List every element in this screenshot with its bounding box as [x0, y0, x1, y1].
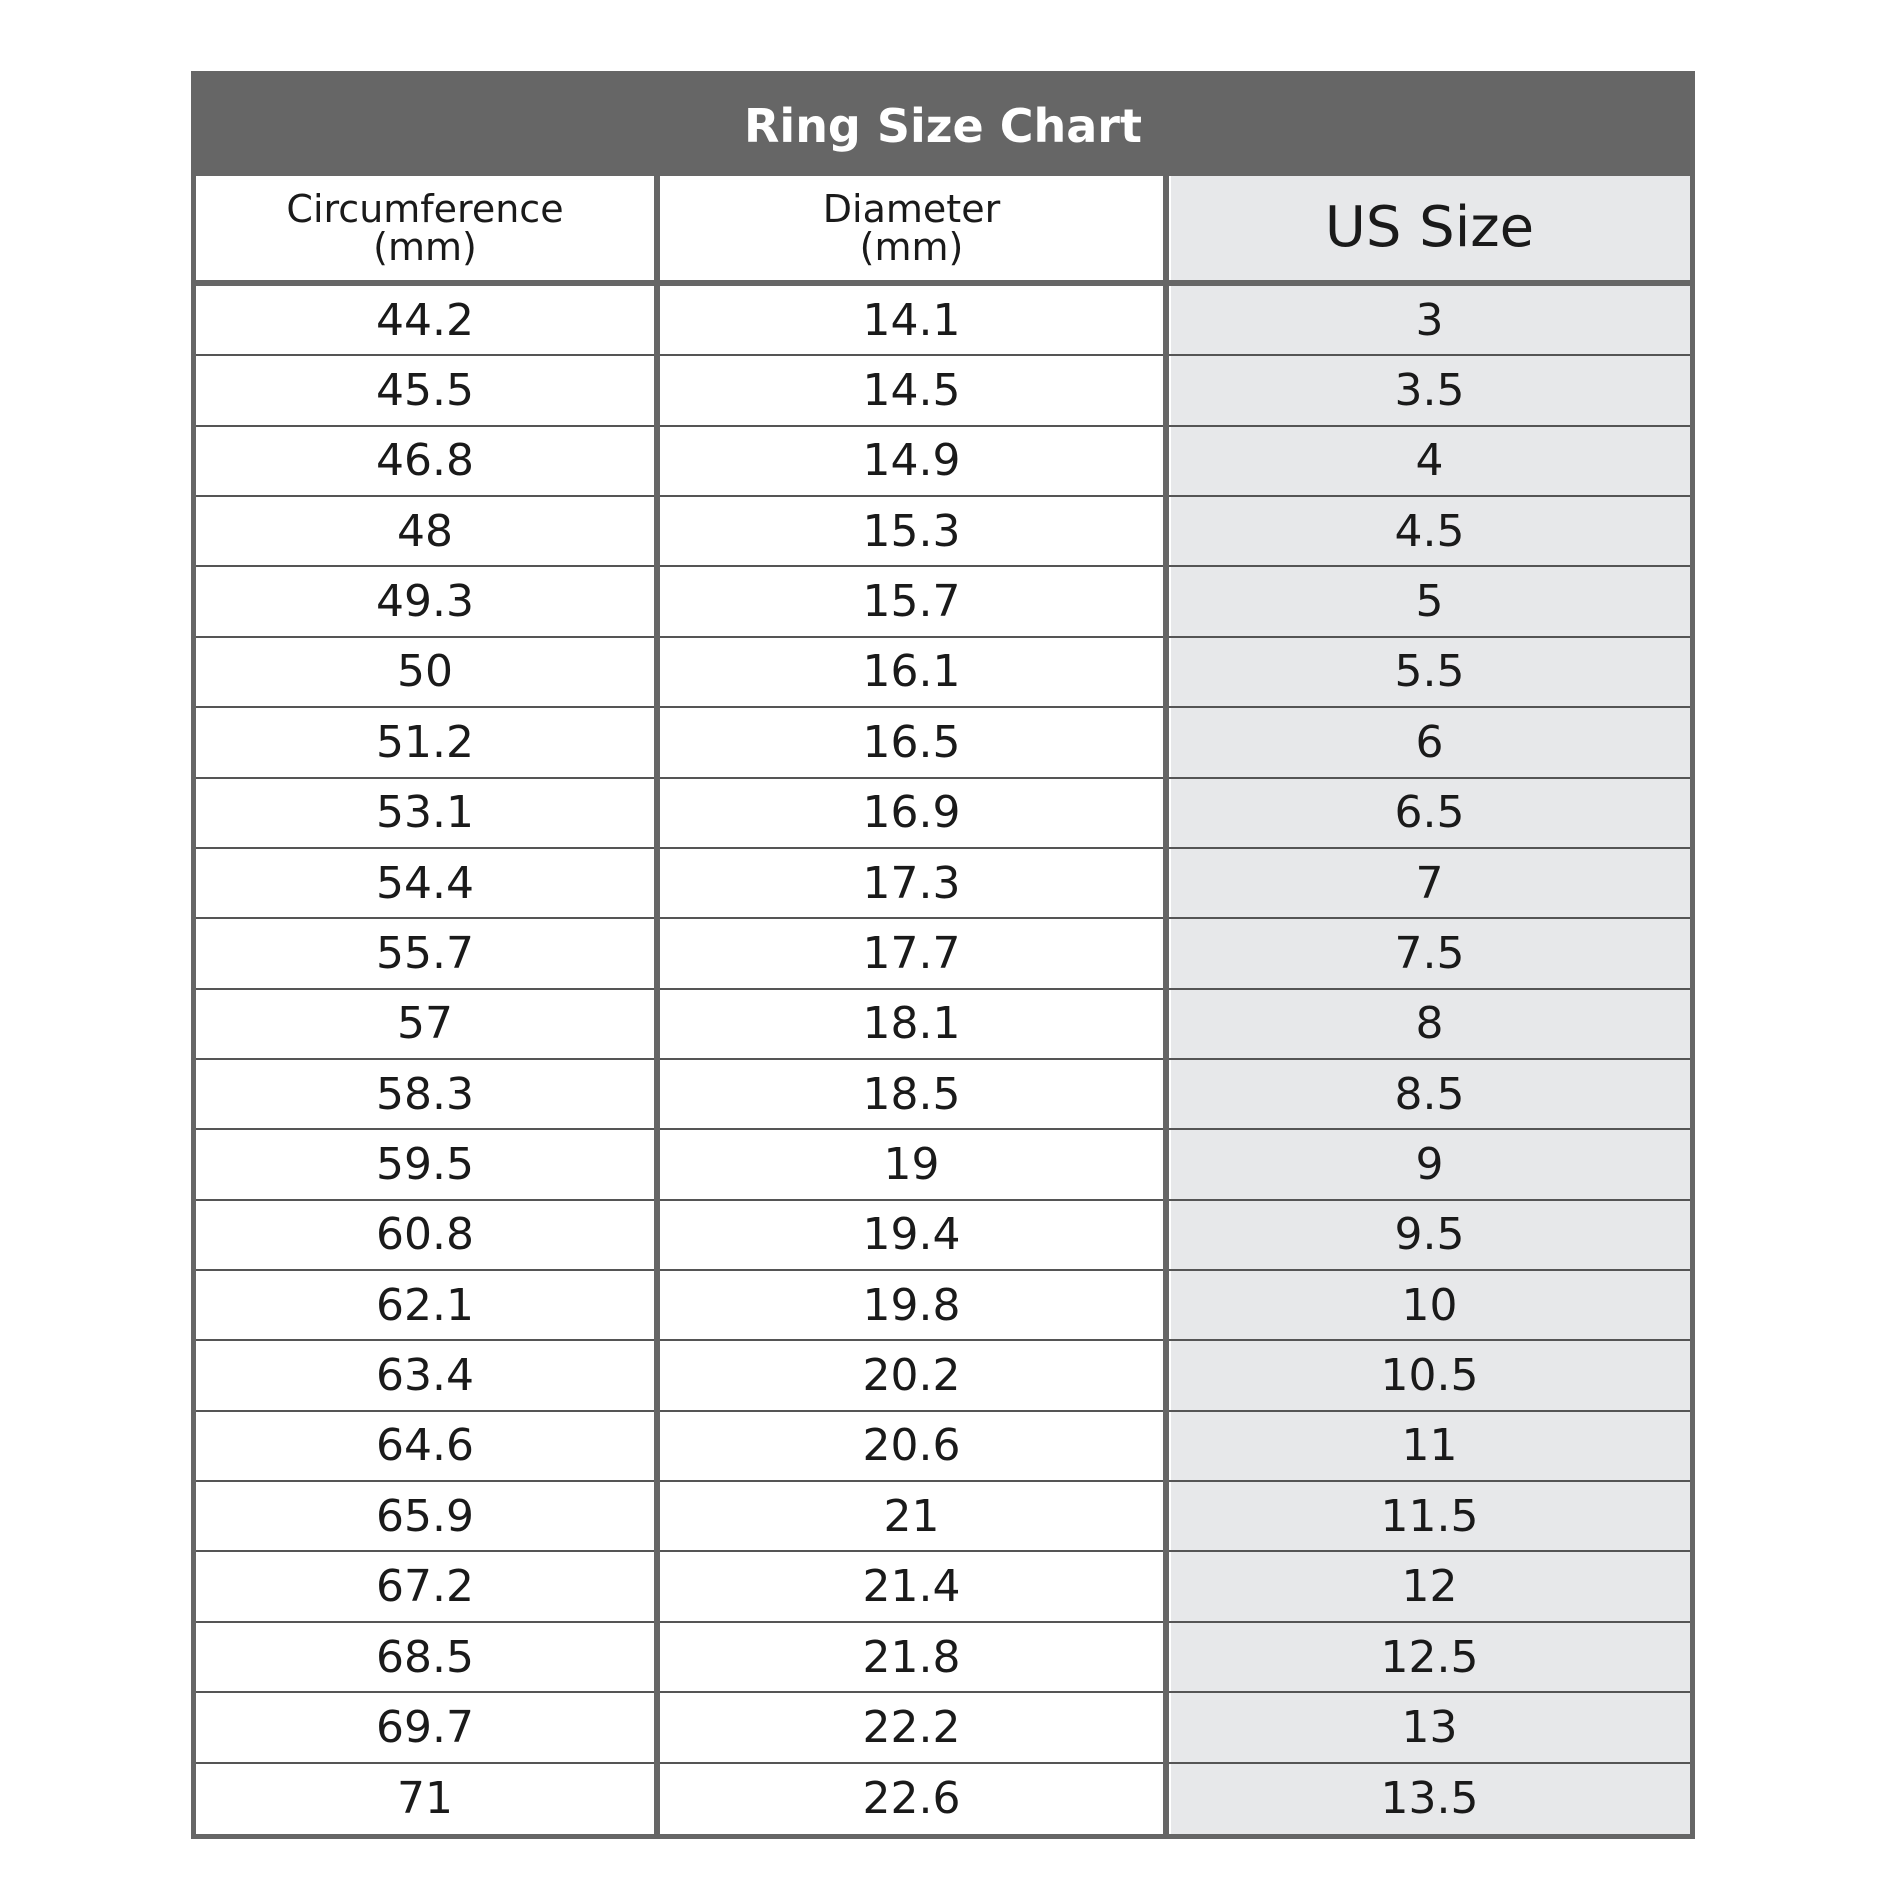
us-size-cell: 11.5: [1380, 1490, 1479, 1542]
us-size-cell: 13: [1401, 1701, 1458, 1753]
circumference-cell: 58.3: [376, 1068, 474, 1120]
table-row: [196, 497, 1690, 567]
diameter-cell: 20.2: [862, 1350, 961, 1402]
header-diameter-unit: (mm): [859, 225, 964, 269]
header-circumference-label: Circumference: [286, 187, 564, 231]
header-circumference-unit: (mm): [373, 225, 477, 269]
us-size-cell: 7.5: [1394, 927, 1465, 979]
diameter-cell: 16.1: [862, 646, 961, 698]
diameter-cell: 17.3: [862, 857, 961, 909]
diameter-cell: 14.9: [862, 435, 961, 487]
table-row: [196, 567, 1690, 637]
circumference-cell: 63.4: [376, 1350, 474, 1402]
circumference-cell: 55.7: [376, 927, 474, 979]
us-size-cell: 7: [1415, 857, 1444, 909]
table-row: [196, 1412, 1690, 1482]
circumference-cell: 48: [397, 505, 453, 557]
us-size-cell: 12: [1401, 1561, 1458, 1613]
table-row: [196, 1482, 1690, 1552]
us-size-cell: 3: [1415, 294, 1444, 346]
circumference-cell: 71: [397, 1773, 453, 1825]
us-size-cell: 13.5: [1380, 1773, 1479, 1825]
table-row: [196, 1552, 1690, 1622]
circumference-cell: 53.1: [376, 787, 474, 839]
table-row: [196, 1693, 1690, 1763]
us-size-cell: 5.5: [1394, 646, 1465, 698]
table-row: [196, 1201, 1690, 1271]
circumference-cell: 57: [397, 998, 453, 1050]
us-size-cell: 5: [1415, 576, 1444, 628]
circumference-cell: 49.3: [376, 576, 474, 628]
circumference-cell: 46.8: [376, 435, 474, 487]
circumference-cell: 60.8: [376, 1209, 474, 1261]
table-row: [196, 1341, 1690, 1411]
diameter-cell: 14.1: [862, 294, 961, 346]
diameter-cell: 19.8: [862, 1279, 961, 1331]
diameter-cell: 19: [883, 1138, 940, 1190]
circumference-cell: 44.2: [376, 294, 474, 346]
circumference-cell: 67.2: [376, 1561, 474, 1613]
diameter-cell: 22.2: [862, 1701, 961, 1753]
us-size-cell: 9.5: [1394, 1209, 1465, 1261]
header-diameter-label: Diameter: [822, 187, 1001, 231]
us-size-cell: 11: [1401, 1420, 1458, 1472]
diameter-cell: 19.4: [862, 1209, 961, 1261]
us-size-cell: 6: [1415, 716, 1444, 768]
circumference-cell: 51.2: [376, 716, 474, 768]
table-row: [196, 919, 1690, 989]
circumference-cell: 45.5: [376, 365, 474, 417]
table-row: [196, 990, 1690, 1060]
diameter-cell: 22.6: [862, 1773, 961, 1825]
us-size-cell: 9: [1415, 1138, 1444, 1190]
diameter-cell: 15.7: [862, 576, 961, 628]
column-divider: [654, 176, 660, 1834]
us-size-cell: 10.5: [1380, 1350, 1479, 1402]
diameter-cell: 17.7: [862, 927, 961, 979]
us-size-cell: 6.5: [1394, 787, 1465, 839]
table-row: [196, 779, 1690, 849]
table-row: [196, 1623, 1690, 1693]
us-size-cell: 8: [1415, 998, 1444, 1050]
table-row: [196, 849, 1690, 919]
diameter-cell: 21: [883, 1490, 940, 1542]
diameter-cell: 15.3: [862, 505, 961, 557]
table-row: [196, 708, 1690, 778]
us-size-cell: 8.5: [1394, 1068, 1465, 1120]
header-circumference: [196, 176, 654, 280]
table-row: [196, 1130, 1690, 1200]
column-divider: [1163, 176, 1169, 1834]
circumference-cell: 69.7: [376, 1701, 474, 1753]
circumference-cell: 64.6: [376, 1420, 474, 1472]
diameter-cell: 20.6: [862, 1420, 961, 1472]
circumference-cell: 50: [397, 646, 453, 698]
table-row: [196, 1271, 1690, 1341]
circumference-cell: 62.1: [376, 1279, 474, 1331]
table-row: [196, 286, 1690, 356]
header-diameter: [660, 176, 1163, 280]
us-size-cell: 10: [1401, 1279, 1458, 1331]
table-row: [196, 638, 1690, 708]
diameter-cell: 16.9: [862, 787, 961, 839]
us-size-cell: 4.5: [1394, 505, 1465, 557]
table-header: [196, 176, 1690, 286]
us-size-cell: 4: [1415, 435, 1444, 487]
circumference-cell: 54.4: [376, 857, 474, 909]
circumference-cell: 65.9: [376, 1490, 474, 1542]
diameter-cell: 21.4: [862, 1561, 961, 1613]
us-size-cell: 3.5: [1394, 365, 1465, 417]
diameter-cell: 18.5: [862, 1068, 961, 1120]
circumference-cell: 68.5: [376, 1631, 474, 1683]
diameter-cell: 18.1: [862, 998, 961, 1050]
circumference-cell: 59.5: [376, 1138, 474, 1190]
table-row: [196, 1060, 1690, 1130]
diameter-cell: 14.5: [862, 365, 961, 417]
table-row: [196, 427, 1690, 497]
us-size-cell: 12.5: [1380, 1631, 1479, 1683]
ring-size-chart: [191, 71, 1695, 1839]
diameter-cell: 21.8: [862, 1631, 961, 1683]
header-us-size: US Size: [1324, 195, 1535, 260]
diameter-cell: 16.5: [862, 716, 961, 768]
table-row: [196, 1764, 1690, 1834]
chart-title: Ring Size Chart: [196, 76, 1690, 176]
table-row: [196, 356, 1690, 426]
table-body: [196, 286, 1690, 1834]
